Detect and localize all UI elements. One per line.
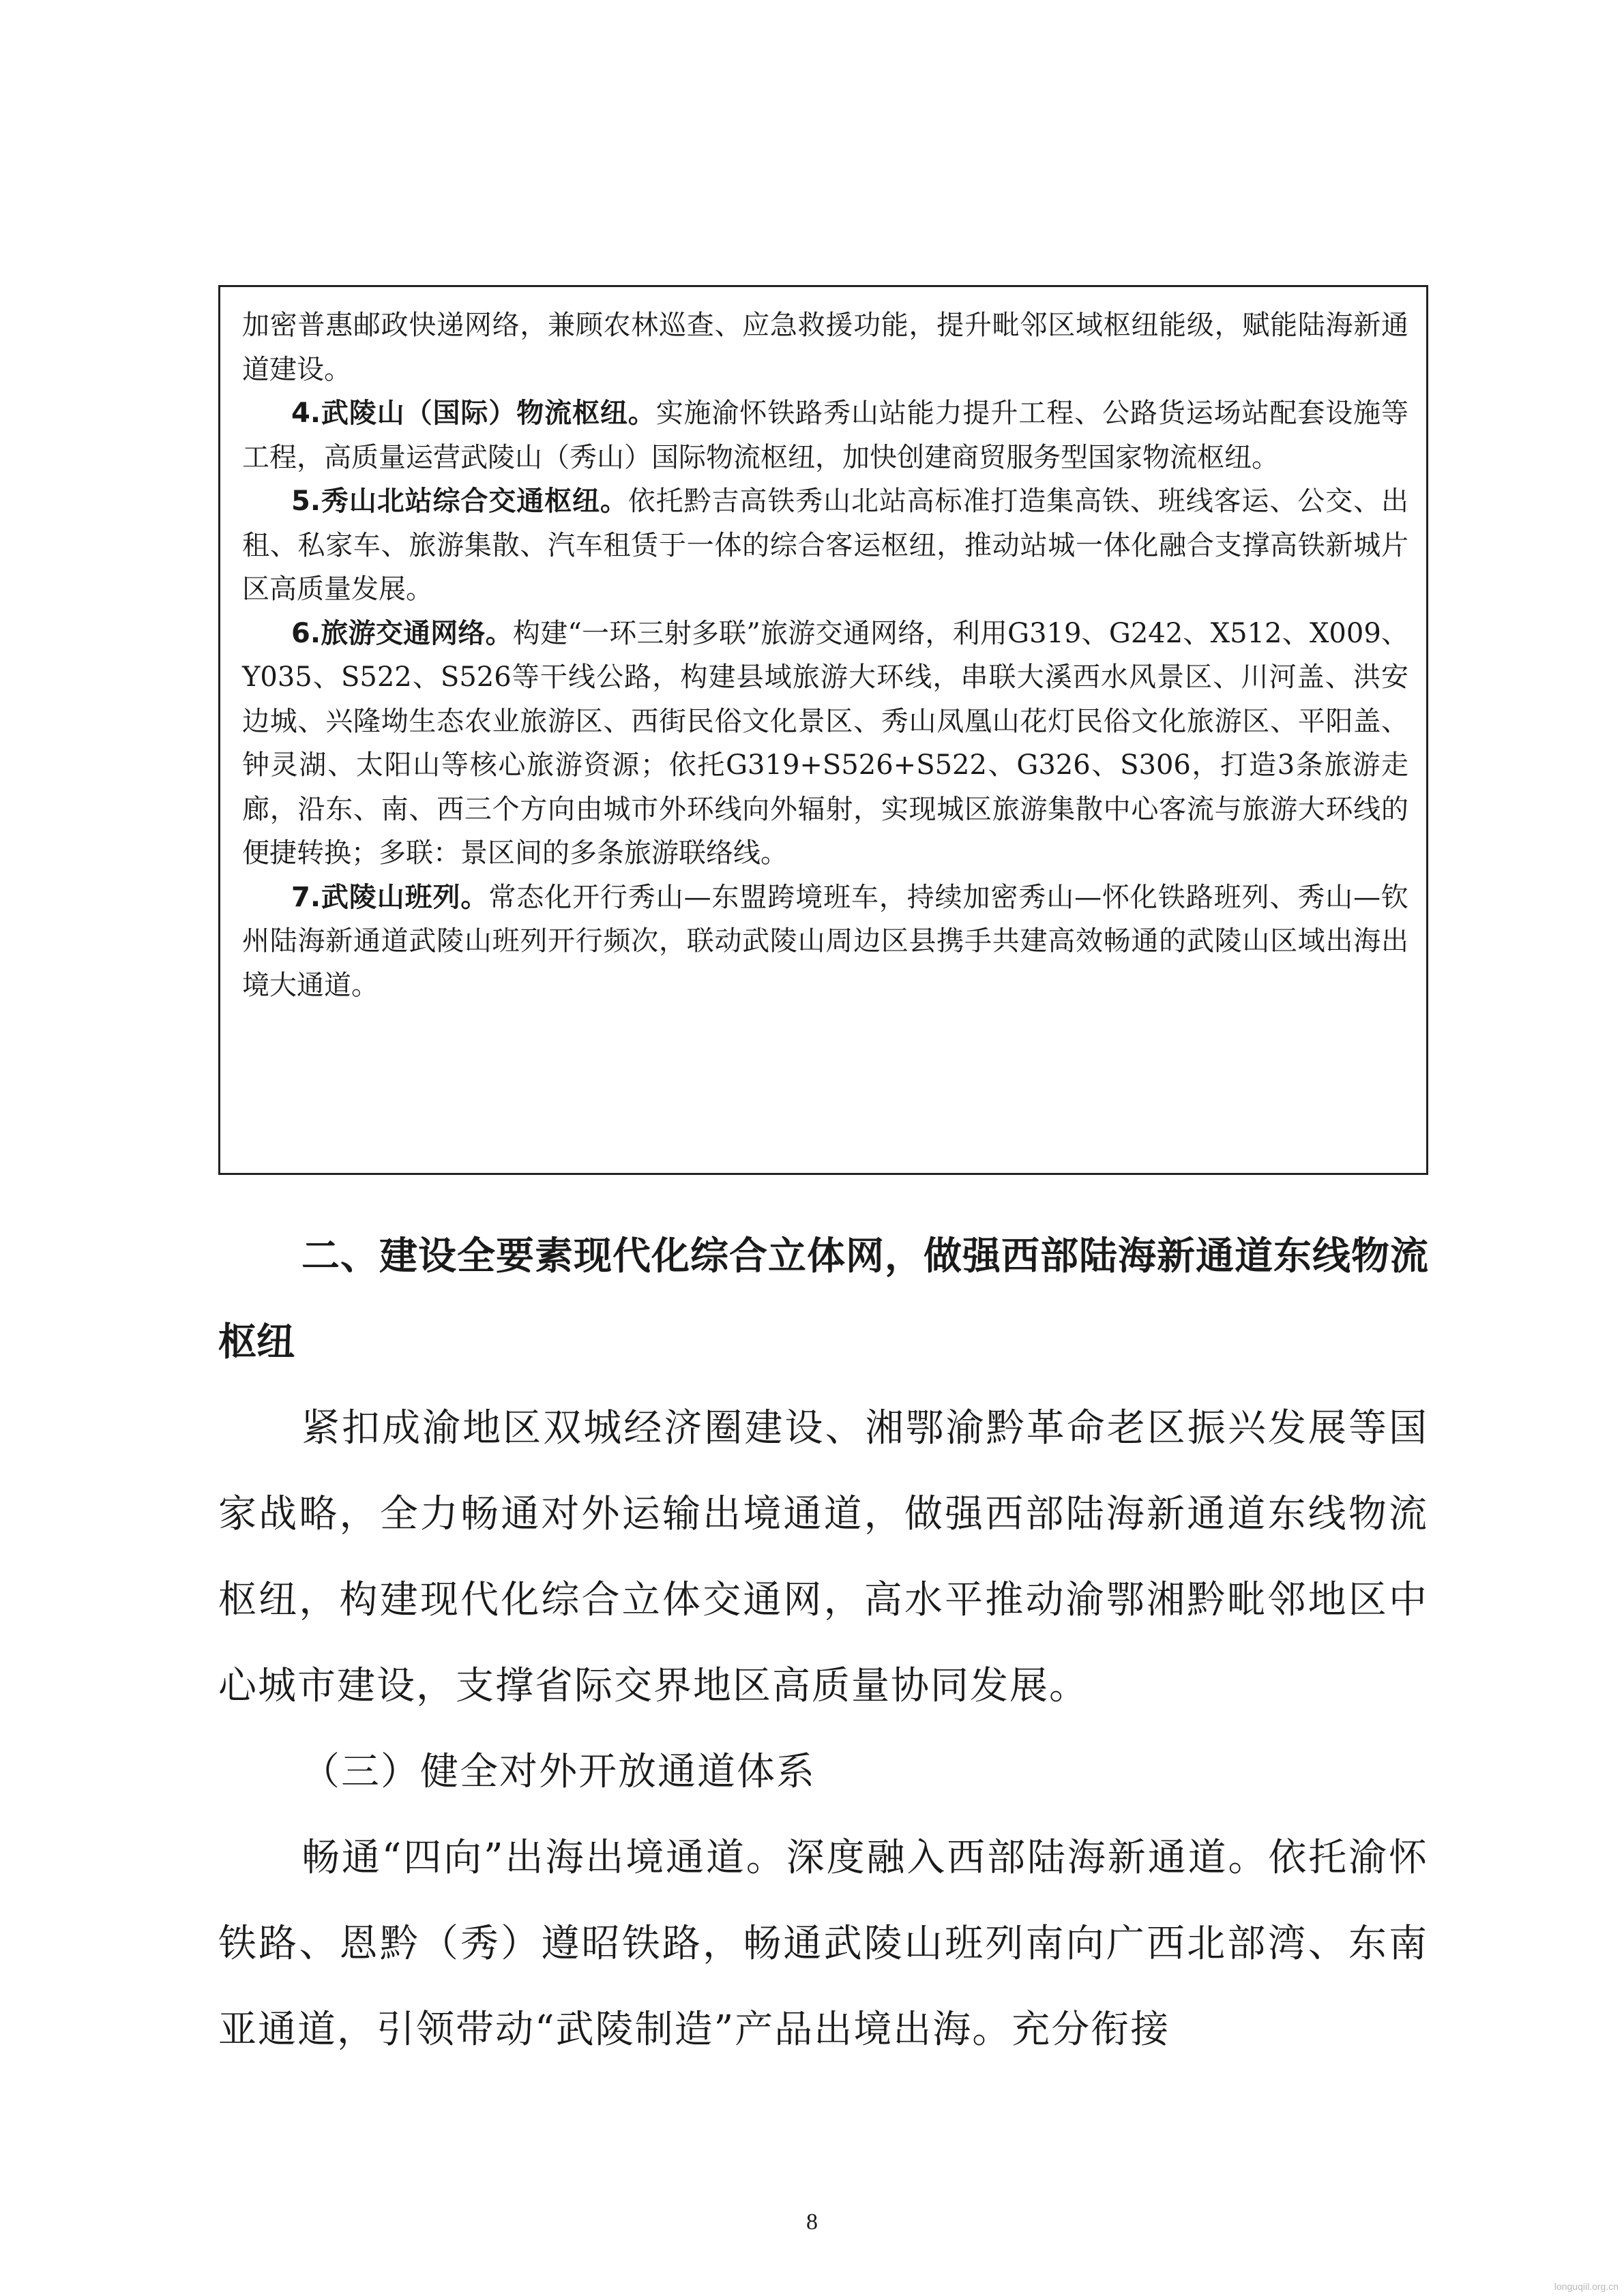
page-number: 8 — [806, 2209, 818, 2235]
section-heading: 二、建设全要素现代化综合立体网，做强西部陆海新通道东线物流枢纽 — [218, 1234, 1428, 1365]
boxed-highlight-panel — [218, 285, 1428, 1175]
subsection-heading: （三）健全对外开放通道体系 — [301, 1750, 816, 1794]
box-continuation-text: 加密普惠邮政快递网络，兼顾农林巡查、应急救援功能，提升毗邻区域枢纽能级，赋能陆海新通道建设。 — [242, 310, 1408, 385]
box-item-4 — [242, 391, 1408, 479]
box-item-6-text: 构建“一环三射多联”旅游交通网络，利用G319、G242、X512、X009、Y035、S522、S526等干线公路，构建县域旅游大环线，串联大溪西水风景区、川河盖、洪安边城、兴隆坳生态农业旅游区、西街民俗文化景区、秀山凤凰山花灯民俗文化旅游区、平阳盖、钟灵湖、太阳山等核心旅游资源；依托G319+S526+S522、G326、S306，打造3条旅游走廊，沿东、南、西三个方向由城市外环线向外辐射，实现城区旅游集散中心客流与旅游大环线的便捷转换；多联：景区间的多条旅游联络线。 — [242, 617, 1408, 869]
box-item-6-lead: 6.旅游交通网络。 — [291, 617, 513, 649]
body-paragraph-1: 紧扣成渝地区双城经济圈建设、湘鄂渝黔革命老区振兴发展等国家战略，全力畅通对外运输出境通道，做强西部陆海新通道东线物流枢纽，构建现代化综合立体交通网，高水平推动渝鄂湘黔毗邻地区中心城市建设，支撑省际交界地区高质量协同发展。 — [218, 1406, 1428, 1708]
box-item-7-text: 常态化开行秀山—东盟跨境班车，持续加密秀山—怀化铁路班列、秀山—钦州陆海新通道武陵山班列开行频次，联动武陵山周边区县携手共建高效畅通的武陵山区域出海出境大通道。 — [242, 881, 1409, 1001]
box-item-7-lead: 7.武陵山班列。 — [291, 881, 489, 913]
watermark-text: longuqiil.org.cn — [1554, 2281, 1619, 2292]
body-paragraph-2: 畅通“四向”出海出境通道。深度融入西部陆海新通道。依托渝怀铁路、恩黔（秀）遵昭铁路，畅通武陵山班列南向广西北部湾、东南亚通道，引领带动“武陵制造”产品出境出海。充分衔接 — [218, 1836, 1428, 2052]
box-item-5 — [242, 479, 1408, 612]
box-item-6 — [242, 612, 1408, 876]
box-item-7 — [242, 876, 1408, 1008]
box-item-5-lead: 5.秀山北站综合交通枢纽。 — [291, 486, 628, 517]
box-item-5-text: 依托黔吉高铁秀山北站高标准打造集高铁、班线客运、公交、出租、私家车、旅游集散、汽车租赁于一体的综合客运枢纽，推动站城一体化融合支撑高铁新城片区高质量发展。 — [242, 486, 1409, 605]
box-item-4-text: 实施渝怀铁路秀山站能力提升工程、公路货运场站配套设施等工程，高质量运营武陵山（秀山）国际物流枢纽，加快创建商贸服务型国家物流枢纽。 — [242, 398, 1408, 473]
box-item-4-lead: 4.武陵山（国际）物流枢纽。 — [291, 398, 656, 429]
